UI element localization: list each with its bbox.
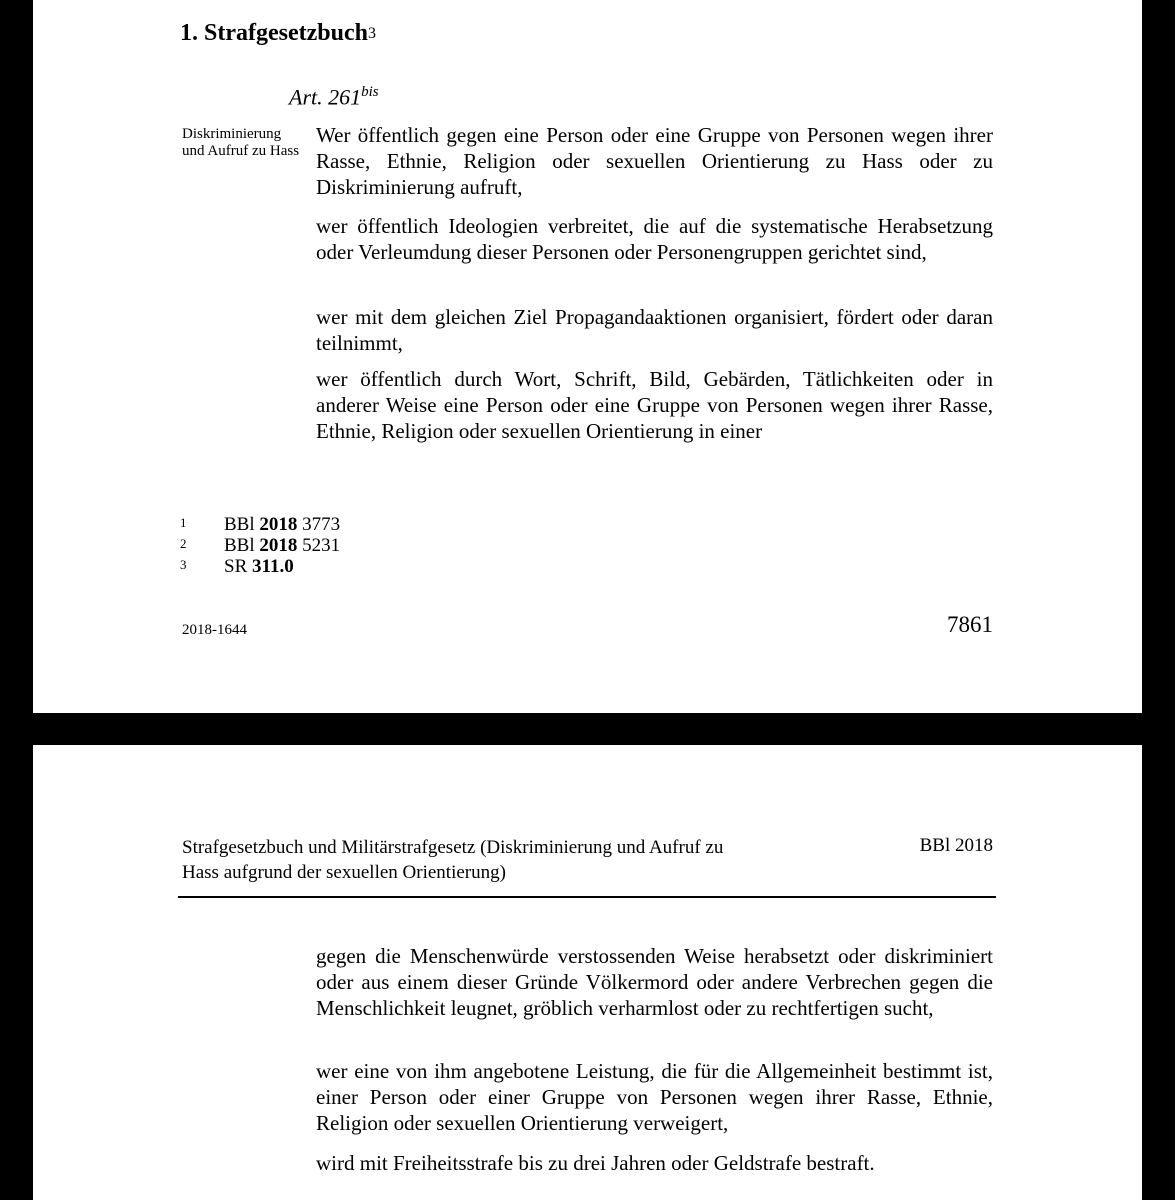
document-number: 2018-1644 (182, 622, 247, 638)
document-page-2 (33, 745, 1142, 1200)
footnote-2: 2 BBl 2018 5231 (180, 535, 341, 556)
footnote-3: 3 SR 311.0 (180, 556, 294, 577)
page-number: 7861 (947, 612, 993, 637)
paragraph-6: wer eine von ihm angebotene Leistung, die für die Allgemeinheit bestimmt ist, einer Person oder einer Gruppe von Personen wegen ihrer Rasse, Ethnie, Religion oder sexuellen Orientierung verweigert, (316, 1059, 993, 1135)
paragraph-2: wer öffentlich Ideologien verbreitet, die auf die systematische Herabsetzung oder Verleumdung dieser Personen oder Personengruppen gerichtet sind, (316, 214, 993, 264)
footnote-number: 1 (180, 515, 187, 530)
margin-note: Diskriminierung und Aufruf zu Hass (182, 126, 300, 159)
paragraph-4: wer öffentlich durch Wort, Schrift, Bild, Gebärden, Tätlichkeiten oder in anderer Weise eine Person oder eine Gruppe von Personen wegen ihrer Rasse, Ethnie, Religion oder sexuellen Orientierung in einer (316, 367, 993, 443)
footnote-1: 1 BBl 2018 3773 (180, 514, 341, 535)
footnote-number: 3 (180, 557, 187, 572)
article-suffix: bis (361, 84, 379, 100)
heading-footnote-ref: 3 (367, 25, 376, 42)
paragraph-7: wird mit Freiheitsstrafe bis zu drei Jahren oder Geldstrafe bestraft. (316, 1151, 875, 1175)
running-title: Strafgesetzbuch und Militärstrafgesetz (Diskriminierung und Aufruf zu Hass aufgrund der sexuellen Orientierung) (182, 837, 724, 883)
section-heading: 1. Strafgesetzbuch$^3$ (180, 20, 376, 46)
article-label: Art. $261^{bis}$ (289, 84, 379, 110)
bbl-reference: BBl 2018 (919, 835, 993, 856)
paragraph-5: gegen die Menschenwürde verstossenden Weise herabsetzt oder diskriminiert oder aus einem dieser Gründe Völkermord oder andere Verbrechen gegen die Menschlichkeit leugnet, gröblich verharmlost oder zu rechtfertigen sucht, (316, 944, 993, 1020)
paragraph-1: Wer öffentlich gegen eine Person oder eine Gruppe von Personen wegen ihrer Rasse, Ethnie, Religion oder sexuellen Orientierung zu Hass oder zu Diskriminierung aufruft, (316, 123, 993, 199)
footnotes (180, 514, 340, 577)
paragraph-3: wer mit dem gleichen Ziel Propagandaaktionen organisiert, fördert oder daran teilnimmt, (316, 305, 993, 355)
document-page-1 (33, 0, 1142, 713)
header-rule (178, 896, 996, 898)
footnote-number: 2 (180, 536, 187, 551)
